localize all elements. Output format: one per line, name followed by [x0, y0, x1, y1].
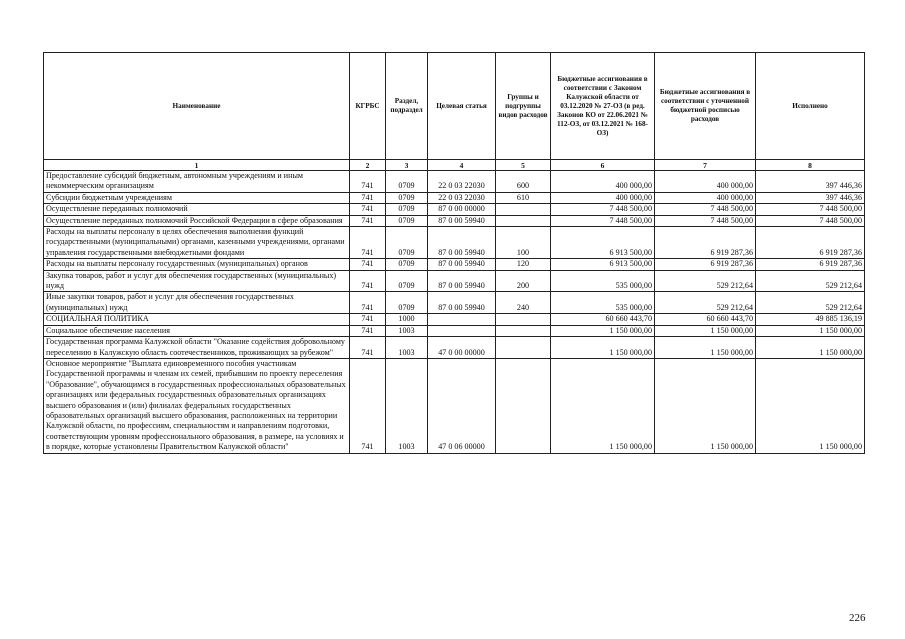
row-law: 6 913 500,00 — [551, 227, 655, 259]
table-row — [44, 215, 865, 226]
table-row — [44, 192, 865, 203]
row-name: Расходы на выплаты персоналу в целях обеспечения выполнения функций государственными (муниципальными) органами, казенными учреждениями, органами управления государственными внебюджетными фондами — [44, 227, 350, 259]
row-section: 0709 — [386, 204, 428, 215]
row-target: 87 0 00 59940 — [428, 227, 496, 259]
column-number: 1 — [44, 160, 350, 171]
row-group — [496, 215, 551, 226]
header-row — [44, 53, 865, 160]
row-section: 0709 — [386, 192, 428, 203]
row-executed: 7 448 500,00 — [756, 215, 865, 226]
row-kgrbs: 741 — [350, 227, 386, 259]
row-executed: 1 150 000,00 — [756, 325, 865, 336]
row-target: 47 0 06 00000 — [428, 358, 496, 453]
row-section: 1003 — [386, 337, 428, 359]
row-target: 22 0 03 22030 — [428, 192, 496, 203]
table-row — [44, 325, 865, 336]
row-group — [496, 358, 551, 453]
row-name: СОЦИАЛЬНАЯ ПОЛИТИКА — [44, 314, 350, 325]
header-refined: Бюджетные ассигнования в соответствии с уточненной бюджетной росписью расходов — [655, 53, 756, 160]
column-number: 4 — [428, 160, 496, 171]
row-refined: 6 919 287,36 — [655, 259, 756, 270]
row-kgrbs: 741 — [350, 325, 386, 336]
row-section: 0709 — [386, 292, 428, 314]
row-target: 87 0 00 00000 — [428, 204, 496, 215]
row-executed: 529 212,64 — [756, 292, 865, 314]
row-kgrbs: 741 — [350, 171, 386, 193]
row-name: Иные закупки товаров, работ и услуг для обеспечения государственных (муниципальных) нужд — [44, 292, 350, 314]
row-target — [428, 325, 496, 336]
row-executed: 49 885 136,19 — [756, 314, 865, 325]
row-section: 1003 — [386, 325, 428, 336]
column-number: 2 — [350, 160, 386, 171]
row-law: 535 000,00 — [551, 270, 655, 292]
row-group: 200 — [496, 270, 551, 292]
row-executed: 7 448 500,00 — [756, 204, 865, 215]
row-target: 87 0 00 59940 — [428, 259, 496, 270]
row-law: 400 000,00 — [551, 171, 655, 193]
row-target: 47 0 00 00000 — [428, 337, 496, 359]
row-group: 100 — [496, 227, 551, 259]
row-executed: 397 446,36 — [756, 192, 865, 203]
row-section: 0709 — [386, 259, 428, 270]
table-row — [44, 204, 865, 215]
row-refined: 1 150 000,00 — [655, 325, 756, 336]
row-target: 87 0 00 59940 — [428, 215, 496, 226]
row-law: 60 660 443,70 — [551, 314, 655, 325]
row-kgrbs: 741 — [350, 192, 386, 203]
row-refined: 529 212,64 — [655, 270, 756, 292]
table-row — [44, 337, 865, 359]
row-law: 535 000,00 — [551, 292, 655, 314]
header-group: Группы и подгруппы видов расходов — [496, 53, 551, 160]
row-kgrbs: 741 — [350, 358, 386, 453]
row-refined: 60 660 443,70 — [655, 314, 756, 325]
row-name: Основное мероприятие "Выплата единовременного пособия участникам Государственной программы и членам их семей, прибывшим по проекту переселения "Образование", обучающимся в государственных профессиональных образовательных организациях или федеральных государственных образовательных организациях высшего образования и (или) филиалах федеральных государственных образовательных организаций высшего образования, расположенных на территории Калужской области, по профессиям, специальностям и направлениям подготовки, соответствующим уровням профессионального образования, в размере, на условиях и в порядке, которые установлены Правительством Калужской области" — [44, 358, 350, 453]
column-number: 8 — [756, 160, 865, 171]
row-group: 240 — [496, 292, 551, 314]
row-kgrbs: 741 — [350, 270, 386, 292]
table-row — [44, 171, 865, 193]
header-target: Целевая статья — [428, 53, 496, 160]
row-section: 0709 — [386, 215, 428, 226]
row-law: 7 448 500,00 — [551, 215, 655, 226]
page-number: 226 — [849, 612, 866, 624]
row-executed: 1 150 000,00 — [756, 337, 865, 359]
row-law: 6 913 500,00 — [551, 259, 655, 270]
column-number: 6 — [551, 160, 655, 171]
column-number: 5 — [496, 160, 551, 171]
header-section: Раздел, подраздел — [386, 53, 428, 160]
row-group: 120 — [496, 259, 551, 270]
row-name: Закупка товаров, работ и услуг для обеспечения государственных (муниципальных) нужд — [44, 270, 350, 292]
row-section: 1003 — [386, 358, 428, 453]
row-section: 0709 — [386, 171, 428, 193]
row-group — [496, 337, 551, 359]
row-executed: 6 919 287,36 — [756, 227, 865, 259]
row-kgrbs: 741 — [350, 259, 386, 270]
row-target: 22 0 03 22030 — [428, 171, 496, 193]
row-name: Социальное обеспечение населения — [44, 325, 350, 336]
row-executed: 529 212,64 — [756, 270, 865, 292]
row-refined: 1 150 000,00 — [655, 337, 756, 359]
row-law: 1 150 000,00 — [551, 325, 655, 336]
column-number-row — [44, 160, 865, 171]
row-name: Осуществление переданных полномочий Российской Федерации в сфере образования — [44, 215, 350, 226]
row-target — [428, 314, 496, 325]
row-target: 87 0 00 59940 — [428, 292, 496, 314]
row-section: 0709 — [386, 270, 428, 292]
table-row — [44, 227, 865, 259]
header-kgrbs: КГРБС — [350, 53, 386, 160]
row-section: 0709 — [386, 227, 428, 259]
row-law: 1 150 000,00 — [551, 337, 655, 359]
row-section: 1000 — [386, 314, 428, 325]
row-executed: 1 150 000,00 — [756, 358, 865, 453]
row-refined: 7 448 500,00 — [655, 215, 756, 226]
header-name: Наименование — [44, 53, 350, 160]
table-row — [44, 292, 865, 314]
row-kgrbs: 741 — [350, 292, 386, 314]
row-group: 600 — [496, 171, 551, 193]
table-row — [44, 270, 865, 292]
row-law: 7 448 500,00 — [551, 204, 655, 215]
column-number: 7 — [655, 160, 756, 171]
row-law: 400 000,00 — [551, 192, 655, 203]
table-row — [44, 314, 865, 325]
table-row — [44, 358, 865, 453]
row-name: Осуществление переданных полномочий — [44, 204, 350, 215]
row-group — [496, 325, 551, 336]
row-group — [496, 204, 551, 215]
row-refined: 529 212,64 — [655, 292, 756, 314]
row-group — [496, 314, 551, 325]
table-row — [44, 259, 865, 270]
row-kgrbs: 741 — [350, 337, 386, 359]
row-name: Субсидии бюджетным учреждениям — [44, 192, 350, 203]
row-refined: 1 150 000,00 — [655, 358, 756, 453]
row-group: 610 — [496, 192, 551, 203]
row-target: 87 0 00 59940 — [428, 270, 496, 292]
row-kgrbs: 741 — [350, 314, 386, 325]
budget-table — [43, 52, 865, 454]
row-name: Расходы на выплаты персоналу государственных (муниципальных) органов — [44, 259, 350, 270]
row-name: Государственная программа Калужской области "Оказание содействия добровольному переселению в Калужскую область соотечественников, проживающих за рубежом" — [44, 337, 350, 359]
row-refined: 400 000,00 — [655, 192, 756, 203]
column-number: 3 — [386, 160, 428, 171]
row-law: 1 150 000,00 — [551, 358, 655, 453]
row-name: Предоставление субсидий бюджетным, автономным учреждениям и иным некоммерческим организациям — [44, 171, 350, 193]
row-kgrbs: 741 — [350, 215, 386, 226]
row-refined: 400 000,00 — [655, 171, 756, 193]
row-refined: 7 448 500,00 — [655, 204, 756, 215]
row-refined: 6 919 287,36 — [655, 227, 756, 259]
header-law: Бюджетные ассигнования в соответствии с Законом Калужской области от 03.12.2020 № 27-ОЗ (в ред. Законов КО от 22.06.2021 № 112-ОЗ, от 03.12.2021 № 168-ОЗ) — [551, 53, 655, 160]
row-kgrbs: 741 — [350, 204, 386, 215]
header-executed: Исполнено — [756, 53, 865, 160]
row-executed: 6 919 287,36 — [756, 259, 865, 270]
row-executed: 397 446,36 — [756, 171, 865, 193]
